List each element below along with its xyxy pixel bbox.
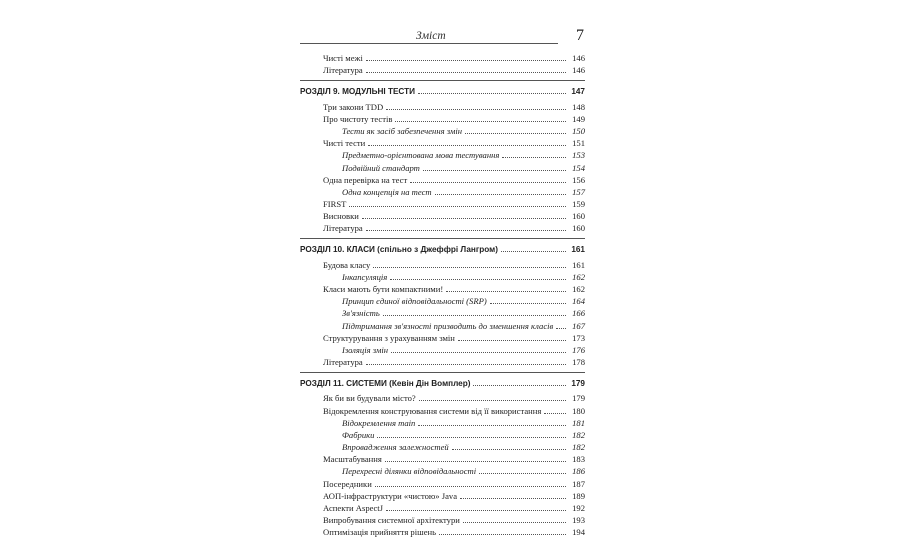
chapter-divider — [300, 238, 585, 239]
toc-entry: АОП-інфраструктури «чистою» Java 189 — [323, 490, 585, 501]
toc-entry: Чисті тести 151 — [323, 138, 585, 149]
header-rule — [300, 43, 558, 44]
toc-entry: Література 160 — [323, 223, 585, 234]
toc-subentry: Перехресні ділянки відповідальності 186 — [342, 466, 585, 477]
toc-entry: Три закони TDD 148 — [323, 101, 585, 112]
chapter-heading: РОЗДІЛ 11. СИСТЕМИ (Кевін Дін Вомплер) 179 — [300, 379, 585, 389]
chapter-heading: РОЗДІЛ 9. МОДУЛЬНІ ТЕСТИ 147 — [300, 87, 585, 97]
toc-subentry: Фабрики 182 — [342, 429, 585, 440]
toc-entry: FIRST 159 — [323, 199, 585, 210]
toc-entry: Аспекти AspectJ 192 — [323, 503, 585, 513]
table-of-contents — [300, 52, 585, 538]
toc-entry: Чисті межі 146 — [323, 53, 585, 64]
toc-subentry: Подвійний стандарт 154 — [342, 162, 585, 173]
toc-entry: Оптимізація прийняття рішень 194 — [323, 527, 585, 538]
toc-subentry: Зв'язність 166 — [342, 308, 585, 319]
toc-entry: Випробування системної архітектури 193 — [323, 515, 585, 526]
toc-entry: Структурування з урахуванням змін 173 — [323, 332, 585, 343]
toc-subentry: Предметно-орієнтована мова тестування 153 — [342, 150, 585, 161]
toc-subentry: Відокремлення main 181 — [342, 417, 585, 428]
toc-subentry: Одна концепція на тест 157 — [342, 186, 585, 197]
toc-subentry: Принцип єдиної відповідальності (SRP) 164 — [342, 296, 585, 307]
chapter-divider — [300, 372, 585, 373]
page-number: 7 — [576, 27, 584, 44]
toc-entry: Література 146 — [323, 65, 585, 76]
toc-entry: Висновки 160 — [323, 211, 585, 222]
toc-subentry: Тести як засіб забезпечення змін 150 — [342, 125, 585, 136]
toc-subentry: Впровадження залежностей 182 — [342, 442, 585, 453]
toc-subentry: Підтримання зв'язності призводить до зменшення класів 167 — [342, 320, 585, 331]
toc-entry: Про чистоту тестів 149 — [323, 113, 585, 124]
toc-entry: Будова класу 161 — [323, 259, 585, 270]
toc-entry: Посередники 187 — [323, 478, 585, 489]
toc-entry: Класи мають бути компактними! 162 — [323, 284, 585, 294]
chapter-heading: РОЗДІЛ 10. КЛАСИ (спільно з Джеффрі Лангром) 161 — [300, 245, 585, 255]
chapter-divider — [300, 80, 585, 81]
toc-entry: Як би ви будували місто? 179 — [323, 393, 585, 404]
toc-entry: Масштабування 183 — [323, 454, 585, 465]
toc-subentry: Інкапсуляція 162 — [342, 271, 585, 282]
toc-entry: Відокремлення конструювання системи від її використання 180 — [323, 405, 585, 416]
toc-subentry: Ізоляція змін 176 — [342, 344, 585, 355]
toc-entry: Література 178 — [323, 357, 585, 368]
toc-entry: Одна перевірка на тест 156 — [323, 174, 585, 185]
running-header-title: Зміст — [416, 30, 446, 42]
